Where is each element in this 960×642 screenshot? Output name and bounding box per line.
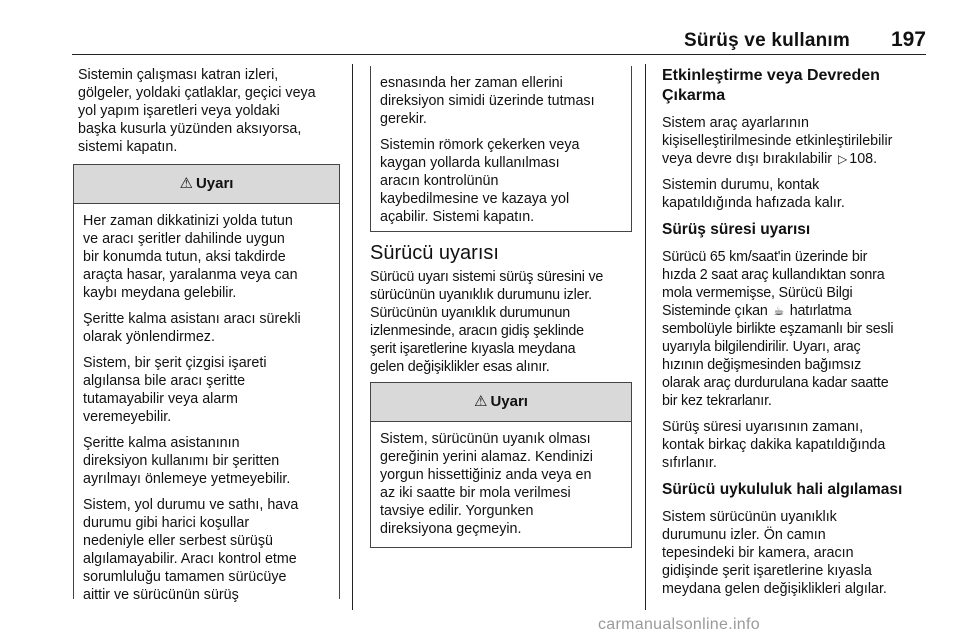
coffee-cup-icon: ☕ [773,304,785,318]
warning-paragraph: Her zaman dikkatinizi yolda tutun ve aracı şeritler dahilinde uygun bir konumda tutun, aksi takdirde araçta hasar, yaralanma veya can kaybı meydana gelebilir. [83,213,298,301]
activation-text: Sistem araç ayarlarının kişiselleştirilmesinde etkinleştirilebilir veya devre dışı bırakılabilir [662,115,893,167]
warning-paragraph: Şeritte kalma asistanı aracı sürekli olarak yönlendirmez. [83,311,301,345]
warning-paragraph: Sistem, yol durumu ve sathı, hava durumu gibi harici koşullar nedeniyle eller serbest sürüşü algılamayabilir. Aracı kontrol etme sorumluluğu tamamen sürücüye aittir ve sürücünün sürüş [83,497,299,603]
warning-title: Uyarı [490,393,528,410]
warning-triangle-icon: ⚠ [179,175,193,192]
intro-paragraph: Sistemin çalışması katran izleri, gölgeler, yoldaki çatlaklar, geçici veya yol yapım işaretleri veya yoldaki başka kusurla yüzünden aksıyorsa, sistemi kapatın. [78,67,316,155]
warning-paragraph: Şeritte kalma asistanının direksiyon kullanımı bir şeritten ayrılmayı önlemeye yetmeyebilir. [83,435,291,487]
section-paragraph: Sürücü uyarı sistemi sürüş süresini ve sürücünün uyanıklık durumunu izler. Sürücünün uyanıklık durumunun izlenmesinde, aracın gidiş şeklinde şerit işaretlerine kıyasla meydana gelen değişiklikler esas alınır. [370,269,604,375]
page-reference: 108. [849,151,878,167]
section-title: Sürücü uyarısı [370,242,499,264]
warning-box-lane-assist [73,164,340,603]
column-3 [662,66,932,606]
column-divider-left [352,64,353,610]
drowsiness-paragraph: Sistem sürücünün uyanıklık durumunu izler. Ön camın tepesindeki bir kamera, aracın gidişinde şerit işaretlerine kıyasla meydana gelen değişiklikleri algılar. [662,509,887,597]
driving-time-text: Sürücü 65 km/saat'in üzerinde bir hızda 2 saat araç kullandıktan sonra mola vermemişse, Sürücü Bilgi Sisteminde çıkan [662,249,885,319]
driving-time-text-cont: hatırlatma sembolüyle birlikte eşzamanlı bir sesli uyarıyla bilgilendirilir. Uyarı, araç hızının değişmesinden bağımsız olarak araç durdurulana kadar saatte bir kez tekrarlanır. [662,303,894,409]
page-reference-icon: ▷ [838,152,848,166]
page-number: 197 [890,28,926,51]
column-1 [78,66,343,164]
warning-title: Uyarı [195,175,234,192]
warning-header [74,165,339,204]
reset-paragraph: Sürüş süresi uyarısının zamanı, kontak birkaç dakika kapatıldığında sıfırlanır. [662,419,886,471]
activation-paragraph [662,114,932,168]
warning-box-continued [370,66,632,232]
heading-activation: Etkinleştirme veya Devreden Çıkarma [662,67,880,104]
warning-box-driver-alert [370,382,632,548]
warning-header [371,383,631,422]
warning-paragraph: esnasında her zaman ellerini direksiyon simidi üzerinde tutması gerekir. [380,75,595,127]
header-divider [72,54,926,55]
running-header: Sürüş ve kullanım [683,30,850,51]
column-divider-right [645,64,646,610]
warning-paragraph: Sistem, sürücünün uyanık olması gereğinin yerini alamaz. Kendinizi yorgun hissettiğiniz anda veya en az iki saatte bir mola verilmesi tavsiye edilir. Yorgunken direksiyona geçmeyin. [380,431,593,537]
warning-body [371,422,631,550]
warning-paragraph: Sistem, bir şerit çizgisi işareti algılansa bile aracı şeritte tutamayabilir veya alarm veremeyebilir. [83,355,267,425]
heading-driving-time: Sürüş süresi uyarısı [662,221,811,238]
watermark: carmanualsonline.info [598,616,760,633]
warning-triangle-icon: ⚠ [474,393,488,410]
heading-drowsiness: Sürücü uykululuk hali algılaması [662,481,903,498]
driver-alert-section [370,244,640,384]
warning-body-continued [371,66,631,238]
memory-paragraph: Sistemin durumu, kontak kapatıldığında hafızada kalır. [662,177,845,211]
warning-body [74,204,339,616]
warning-paragraph: Sistemin römork çekerken veya kaygan yollarda kullanılması aracın kontrolünün kaybedilmesine ve kazaya yol açabilir. Sistemi kapatın. [380,137,580,225]
driving-time-paragraph [662,248,932,410]
